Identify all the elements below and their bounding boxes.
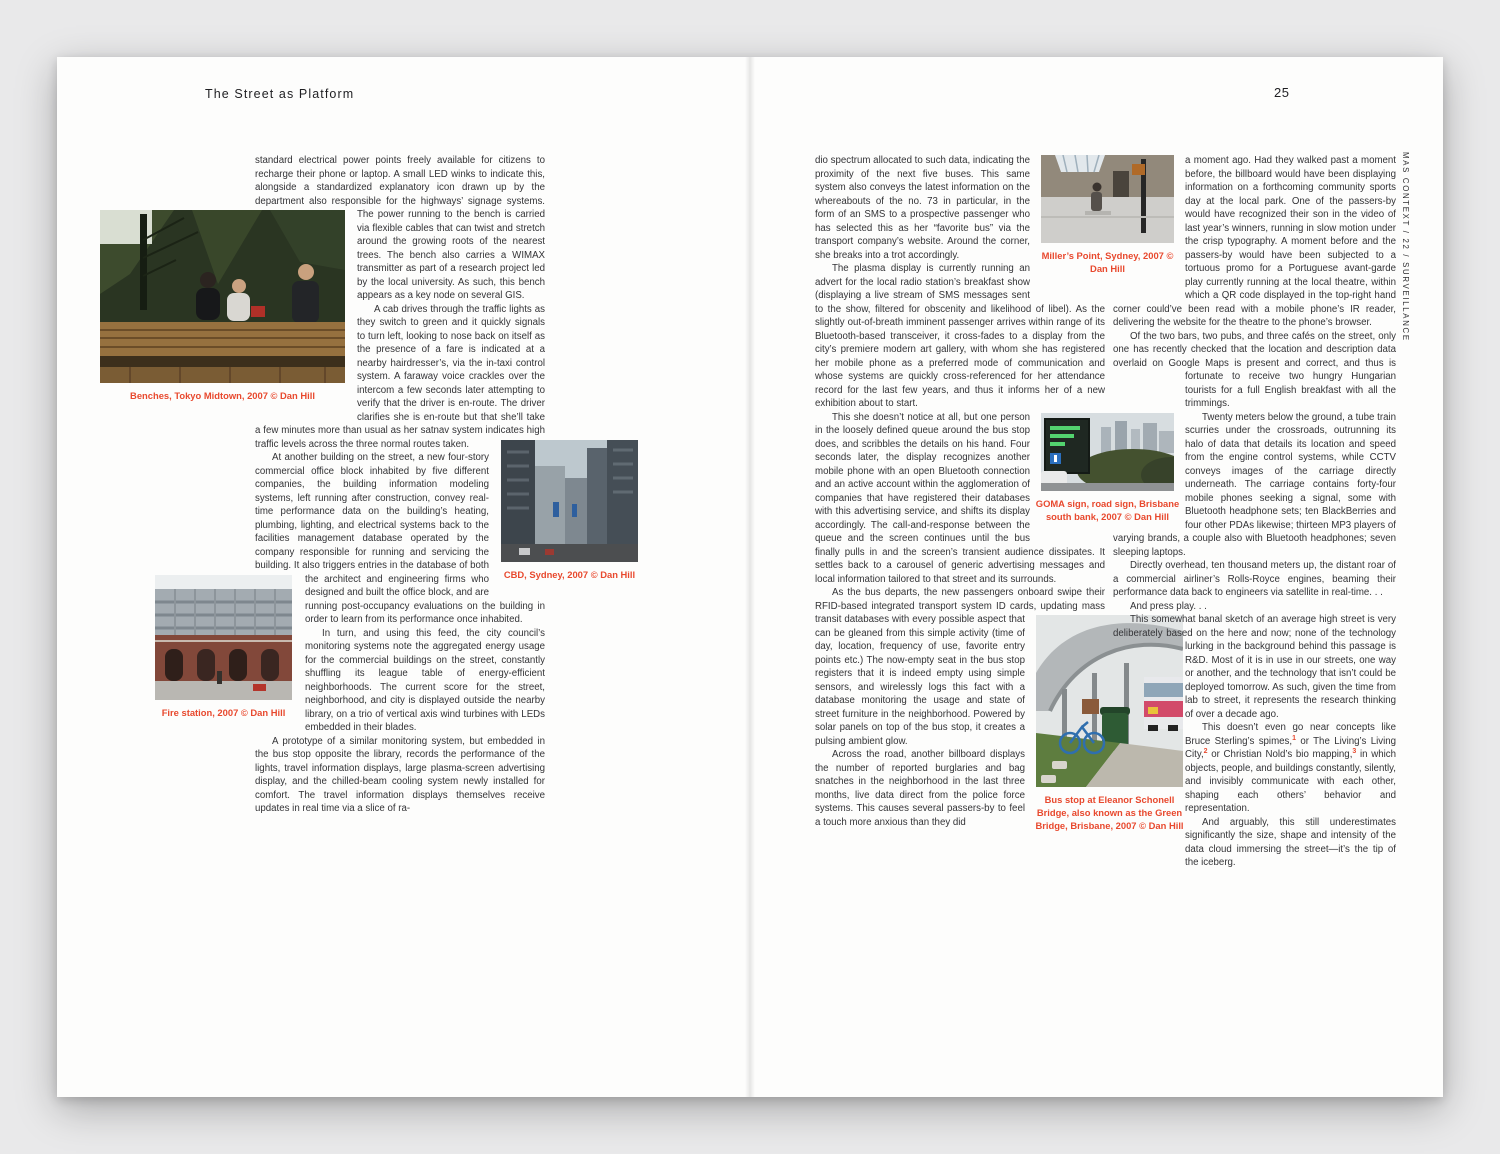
photo-fire-station [155,575,292,700]
figure-cbd-sydney [501,440,638,581]
body-text: two hungry Hungarian tourists for a full English breakfast with all the trimmings. [1185,371,1396,409]
paragraph-with-footnotes: This doesn’t even go near concepts like Bruce Sterling’s spimes,$^1$ or The Living’s Living City,$^2$ or Christian Nold’s bio mapping,$^3$ in which objects, people, and buildings constantly, silently, and invisibly communicate with each other, shaping each others’ behavior and representation. [1185,722,1397,814]
body-text: dio spectrum allocated to such data, indicating the proximity of the next five buses. This same system also conveys the latest information on the whereabouts of the no. 73 in particular, in the form of an SMS to a prospective passenger who has selected this as her “favorite bus” via the transport company’s website. Around the corner, she breaks into a trot accordingly. [815,155,1030,261]
footnote-marker: 1 [1292,734,1296,742]
paragraph [255,735,545,816]
photo-benches-tokyo [100,210,345,383]
body-text: This somewhat banal sketch of an average high street is very deliberately based on the here and now; none of the technology lurking in the background [1113,614,1396,652]
photo-cbd-sydney [501,440,638,562]
figure-caption-benches: Benches, Tokyo Midtown, 2007 © Dan Hill [130,390,315,401]
paragraph [815,411,1180,587]
body-text: standard electrical power points freely available for citizens to recharge their phone or laptop. A small LED winks to indicate this, alongside a standardized explanatory icon drawn up by the department also responsible for the highways’ signage systems. [255,155,545,207]
body-text: The power running to the bench is carried via flexible cables that can twist and stretch around the growing roots of the nearest trees. The bench also carries a WIMAX transmitter as part of a research project led by the local university. As such, this bench appears as a key node on several GIS. [357,209,545,301]
figure-caption-fire: Fire station, 2007 © Dan Hill [161,706,286,718]
page-number: 25 [1274,85,1290,100]
text-wrap-spacer [1113,370,1185,520]
figure-benches-tokyo [100,210,345,402]
body-text: of both the architect and engineering firms who designed and built the office block, and are running post-occupancy evaluations on the building in order to learn from its performance once inhabited. [305,560,545,625]
body-text: Twenty meters below the ground, a tube train scurries under the crossroads, outrunning its halo of data that details its location and speed from the engine control systems, while CCTV conveys images of the carriage directly underneath. The carriage contains forty-four mobile phones seeking a signal, some with Bluetooth headphone sets; ten [1185,411,1396,517]
body-text: with every possible aspect that can be gleaned from this simple activity (time of day, location, frequency of use, favorite entry points etc.) The now-empty seat in the bus stop registers that it is indeed empty using simple sensors, and wirelessly logs this fact with a database monitoring the usage and state of street furniture in the neighborhood. Powered by solar panels on top of the bus stop, it creates a pulsing ambient glow. [815,614,1025,747]
body-text: And press play. . . [1130,600,1207,612]
body-text: A prototype of a similar monitoring system, but embedded in the bus stop opposite the library, records the performance of the lights, travel information displays, large plasma-screen advertising display, and the chilled-beam cooling system newly installed for comfort. The travel information displays themselves receive updates in real time via a slice of ra- [255,735,545,814]
body-text: In turn, and using this feed, the city council’s monitoring systems note the aggregated energy usage for the commercial buildings on the street, constantly shuffling its league table of energy-efficient neighborhoods. The current score for the street, neighborhood, and city is displayed outside the nearby library, on a trio of vertical axis wind turbines with LEDs embedded in their blades. [305,627,545,733]
right-page [750,57,1443,1097]
figure-fire-station [155,575,292,719]
figure-caption-goma: GOMA sign, road sign, Brisbane south bank, 2007 © Dan Hill [1035,497,1180,522]
body-text: And arguably, this still underestimates significantly the size, shape and intensity of the data cloud immersing the street—it’s the tip of the iceberg. [1185,816,1396,868]
paragraph [815,262,1105,411]
body-text: The plasma display is currently running an advert for the local radio station’s breakfast show (displaying a live stream of SMS messages sent to the show, filtered for obscenity and likelihood of libel). As the slightly out-of-breath imminent passenger arrives within range of its Bluetooth-based transceiver, it cross-fades to a display from the city’s premiere modern art gallery, with whom she has registered her mobile phone as a preferred mode of communication and whose systems are quickly cross-referenced for her attendance record for the last few years, and thus it informs her of a new exhibition about to start. [815,263,1105,409]
paragraph [815,154,1174,274]
left-text-column [130,154,636,816]
body-text: At another building on the street, a new four-story commercial office block inhabited by five different companies, the building information modeling systems, left running after construction, convey real-time performance data on the building’s heating, plumbing, lighting, and electrical systems back to the facilities management database operated by the company responsible for running and servicing the building. It also triggers entries in the database [255,452,489,571]
body-text: A cab drives through the traffic lights as they switch to green and it quickly signals to turn left, looking to nose back on itself as the presence of a fare is indicated at a nearby hairdresser’s, via the in-taxi control system. A faraway voice crackles over the intercom a few seconds later attempting to verify that the driver is en-route. The driver clarifies she is en-route but that she’ll take a few minutes more than usual as her satnav system indicates [255,303,545,436]
body-text: Of the two bars, two pubs, and three cafés on the street, only one has recently checked that the location and description data overlaid on Google Maps is present and correct, and thus is fortunate to receive [1113,330,1396,382]
body-text: Directly overhead, ten thousand meters up, the distant roar of a commercial airliner’s Rolls-Royce engines, beaming their performance data back to engineers via satellite in real-time. . . [1113,560,1396,598]
footnote-marker: 3 [1352,747,1357,755]
text-wrap-spacer [1113,154,1185,291]
body-text: This she doesn’t notice at all, but one person in the loosely defined queue around the bus stop does, and scribbles the details on his hand. Four seconds later, the display recognizes another mobile phone with an open Bluetooth connection and an active account within [815,411,1030,490]
paragraph [1113,330,1396,411]
text-wrap-spacer [1113,640,1185,924]
running-header: The Street as Platform [205,87,355,101]
body-text: behind this passage is R&D. Most of it is in use in our streets, one way or another, and the technology that isn’t could be deployed tomorrow. As such, given the time from lab to street, it represents the research thinking of over a decade ago. [1185,641,1396,720]
body-text: high traffic levels across the three normal routes taken. [255,425,545,450]
footnote-marker: 2 [1203,747,1208,755]
journal-spine-text: MAS CONTEXT / 22 / SURVEILLANCE [1401,152,1410,342]
paragraph [1113,600,1396,614]
body-text: As the bus departs, the new passengers onboard swipe their RFID-based integrated transport system ID cards, updating mass transit databases [815,587,1105,625]
body-text: would have been subjected to a tortuous promo for a Portuguese avant-garde play currently running at the local theatre, within which a QR code displayed in the top-right hand corner could’ve been read with a mobile phone’s IR reader, delivering the website for the theatre to the phone’s browser. [1113,249,1397,328]
left-page [57,57,750,1097]
body-text: Across the road, another billboard displays the number of reported burglaries and bag snatches in the neighborhood in the last three months, live data direct from the police force systems. This causes several passers-by to feel a touch more anxious than they did [815,749,1025,828]
paragraph [1113,559,1396,600]
right-text-column-2 [1113,154,1396,924]
book-spread [57,57,1443,1097]
paragraph [1113,613,1396,721]
figure-caption-cbd: CBD, Sydney, 2007 © Dan Hill [503,568,636,580]
body-text: BlackBerries and four other PDAs likewise; thirteen MP3 players of varying brands, a couple also with Bluetooth headphones; seven sleeping laptops. [1113,506,1396,558]
body-text: the agglomeration of companies that have registered their databases with this advertising service, and shifts its display accordingly. The call-and-response between the queue and the screen continues until the bus finally pulls in and the screen’s transient audience dissipates. It settles back to a carousel of generic advertising messages and local information tailored to that street and its surrounds. [815,479,1105,585]
figure-caption-millers: Miller’s Point, Sydney, 2007 © Dan Hill [1041,250,1174,274]
paragraph [1113,154,1396,330]
body-text: a moment ago. Had they walked past a moment before, the billboard would have been displaying information on a forthcoming community sports day at the local park. One of the passers-by would have recognized their son in the video of last year’s winners, running in slow motion under the crisp typography. A moment before and the passers-by [1185,155,1396,261]
figure-caption-busstop: Bus stop at Eleanor Schonell Bridge, also known as the Green Bridge, Brisbane, 2007 © Dan Hill [1035,794,1184,831]
